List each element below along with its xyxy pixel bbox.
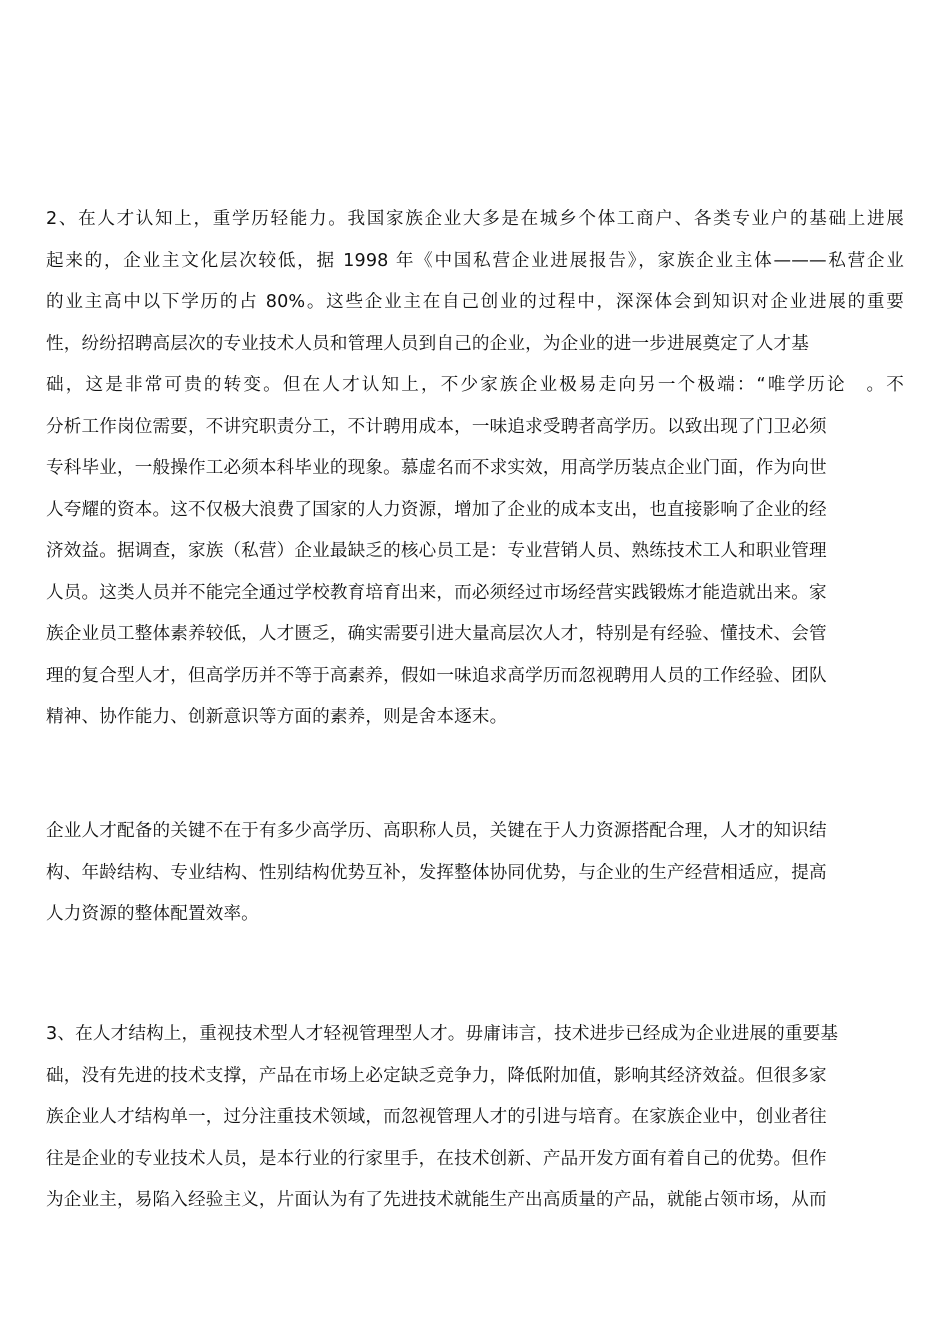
paragraph-line: 人力资源的整体配置效率。 [46, 904, 259, 924]
paragraph-line: 础，没有先进的技术支撑，产品在市场上必定缺乏竞争力，降低附加值，影响其经济效益。但很多家 [46, 1065, 827, 1086]
paragraph-line: 性，纷纷招聘高层次的专业技术人员和管理人员到自己的企业，为企业的进一步进展奠定了人才基 [46, 333, 809, 354]
paragraph-line: 础，这是非常可贵的转变。但在人才认知上，不少家族企业极易走向另一个极端：“唯学历论 。不 [46, 375, 904, 395]
paragraph-talent-allocation [46, 811, 904, 936]
paragraph-line: 族企业人才结构单一，过分注重技术领域，而忽视管理人才的引进与培育。在家族企业中，创业者往 [46, 1107, 827, 1127]
paragraph-line: 济效益。据调查，家族（私营）企业最缺乏的核心员工是：专业营销人员、熟练技术工人和职业管理 [46, 541, 827, 561]
paragraph-line: 3、在人才结构上，重视技术型人才轻视管理型人才。毋庸讳言，技术进步已经成为企业进展的重要基 [46, 1024, 839, 1044]
paragraph-line: 分析工作岗位需要，不讲究职责分工，不计聘用成本，一味追求受聘者高学历。以致出现了门卫必须 [46, 416, 827, 437]
paragraph-line: 族企业员工整体素养较低，人才匮乏，确实需要引进大量高层次人才，特别是有经验、懂技术、会管 [46, 624, 827, 644]
paragraph-line: 2、在人才认知上，重学历轻能力。我国家族企业大多是在城乡个体工商户、各类专业户的基础上进展 [46, 209, 904, 229]
paragraph-line: 精神、协作能力、创新意识等方面的素养，则是舍本逐末。 [46, 707, 508, 727]
paragraph-line: 人员。这类人员并不能完全通过学校教育培育出来，而必须经过市场经营实践锻炼才能造就出来。家 [46, 582, 827, 603]
paragraph-talent-structure [46, 1014, 904, 1222]
paragraph-talent-cognition [46, 199, 904, 739]
paragraph-line: 的业主高中以下学历的占 80%。这些企业主在自己创业的过程中，深深体会到知识对企业进展的重要 [46, 292, 904, 312]
paragraph-line: 企业人才配备的关键不在于有多少高学历、高职称人员，关键在于人力资源搭配合理，人才的知识结 [46, 821, 827, 841]
paragraph-line: 往是企业的专业技术人员，是本行业的行家里手，在技术创新、产品开发方面有着自己的优势。但作 [46, 1148, 827, 1169]
paragraph-line: 为企业主，易陷入经验主义，片面认为有了先进技术就能生产出高质量的产品，就能占领市场，从而 [46, 1190, 827, 1210]
paragraph-line: 人夸耀的资本。这不仅极大浪费了国家的人力资源，增加了企业的成本支出，也直接影响了企业的经 [46, 499, 827, 520]
paragraph-line: 理的复合型人才，但高学历并不等于高素养，假如一味追求高学历而忽视聘用人员的工作经验、团队 [46, 665, 827, 686]
paragraph-line: 专科毕业，一般操作工必须本科毕业的现象。慕虚名而不求实效，用高学历装点企业门面，作为向世 [46, 458, 827, 478]
paragraph-line: 起来的，企业主文化层次较低，据 1998 年《中国私营企业进展报告》，家族企业主体———私营企业 [46, 250, 904, 271]
paragraph-line: 构、年龄结构、专业结构、性别结构优势互补，发挥整体协同优势，与企业的生产经营相适应，提高 [46, 862, 827, 883]
